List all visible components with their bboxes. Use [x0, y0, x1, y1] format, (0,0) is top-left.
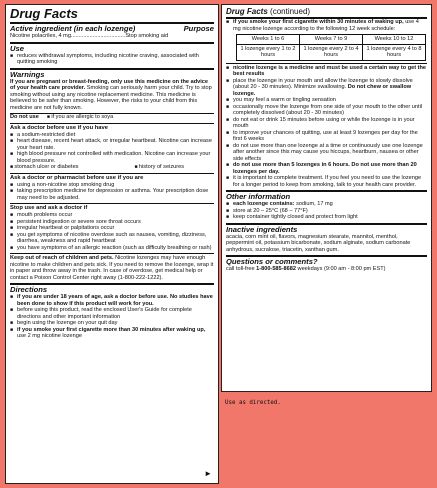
list-item: ■ each lozenge contains: sodium, 17 mg [226, 201, 427, 208]
ask-doctor-list [10, 132, 214, 165]
continued-title: Drug Facts (continued) [226, 7, 311, 16]
list-item: ■ keep container tightly closed and protect from light [226, 214, 427, 221]
list-item: ■ store at 20 – 25°C (68 – 77°F) [226, 208, 427, 215]
do-not-use-row [10, 113, 214, 121]
schedule-weeks: Weeks 7 to 9 [300, 35, 363, 45]
use-as-directed-note: Use as directed. [225, 400, 281, 406]
stop-use-list [10, 212, 214, 251]
do-not-use-label: Do not use [10, 114, 39, 120]
list-item: ■ occasionally move the lozenge from one side of your mouth to the other until completely dissolved (about 20 - 30 minutes) [226, 104, 427, 117]
list-item: ■ history of seizures [135, 164, 185, 171]
list-item: ■ you have symptoms of an allergic reaction (such as difficulty breathing or rash) [10, 245, 214, 252]
list-item: ■ mouth problems occur [10, 212, 214, 219]
list-item: ■ you get symptoms of nicotine overdose such as nausea, vomiting, dizziness, diarrhea, weakness and rapid heartbeat [10, 232, 214, 245]
schedule-dose: 1 lozenge every 4 to 8 hours [363, 44, 426, 60]
list-item: ■ do not use more than 5 lozenges in 6 hours. Do not use more than 20 lozenges per day. [226, 162, 427, 175]
schedule-dose: 1 lozenge every 2 to 4 hours [300, 44, 363, 60]
pregnancy-warning [10, 79, 214, 112]
list-item: ■ irregular heartbeat or palpitations occur [10, 225, 214, 232]
drug-facts-left-panel [5, 4, 219, 484]
list-item: ■ taking prescription medicine for depression or asthma. Your prescription dose may need to be adjusted. [10, 188, 214, 201]
use-list [10, 53, 214, 66]
dosing-schedule-table [236, 34, 426, 61]
schedule-dose: 1 lozenge every 1 to 2 hours [237, 44, 300, 60]
stop-use-heading: Stop use and ask a doctor if [10, 203, 214, 212]
list-item: ■ heart disease, recent heart attack, or irregular heartbeat. Nicotine can increase your heart rate. [10, 138, 214, 151]
keep-out-bold: Keep out of reach of children and pets. [10, 255, 114, 261]
directions-heading: Directions [10, 283, 214, 294]
questions-heading: Questions or comments? [226, 255, 427, 266]
list-item: ■ it is important to complete treatment. If you feel you need to use the lozenge for a longer period to keep from smoking, talk to your health care provider. [226, 175, 427, 188]
list-item: ■ place the lozenge in your mouth and allow the lozenge to slowly dissolve (about 20 - 30 minutes). Minimize swallowing. Do not chew or swallow lozenge. [226, 78, 427, 98]
directions-list [10, 294, 214, 340]
continue-arrow-icon: ► [204, 468, 212, 478]
list-item: ■ to improve your chances of quitting, use at least 9 lozenges per day for the first 6 weeks [226, 130, 427, 143]
list-item: ■ if you are under 18 years of age, ask a doctor before use. No studies have been done to show if this product will work for you. [10, 294, 214, 307]
other-information-list [226, 201, 427, 221]
use-heading: Use [10, 42, 214, 53]
ask-doctor-heading: Ask a doctor before use if you have [10, 123, 214, 132]
pregnancy-warning-text: Smoking can seriously harm your child. Try to stop smoking without using any nicotine replacement medicine. This medicine is believed to be safer than smoking. However, the risks to your child from this medicine are not fully known. [10, 85, 212, 111]
pregnancy-warning-bold: If you are pregnant or breast-feeding, only use this medicine on the advice of your health care provider. [10, 78, 208, 91]
purpose-heading: Purpose [183, 24, 214, 33]
list-item: ■ a sodium-restricted diet [10, 132, 214, 139]
list-item: ■ if you smoke your first cigarette within 30 minutes of waking up, use 4 mg nicotine lozenge according to the following 12 week schedule: [226, 19, 427, 32]
list-item: ■ do not use more than one lozenge at a time or continuously use one lozenge after another since this may cause you hiccups, heartburn, nausea or other side effects [226, 143, 427, 163]
ask-pharmacist-heading: Ask a doctor or pharmacist before use if you are [10, 173, 214, 182]
inactive-ingredients-heading: Inactive ingredients [226, 223, 427, 234]
drug-facts-title: Drug Facts [10, 6, 78, 21]
ask-doctor-pair-row [10, 164, 214, 171]
table-row [237, 44, 426, 60]
active-ingredient-line: Nicotine polacrilex, 4 mg...................................Stop smoking aid [10, 33, 169, 39]
list-item: ■ begin using the lozenge on your quit day [10, 320, 214, 327]
other-information-heading: Other information [226, 190, 427, 201]
keep-out-warning [10, 253, 214, 281]
ask-pharmacist-list [10, 182, 214, 202]
right-directions-list [226, 63, 427, 189]
questions-line: call toll-free 1-800-585-8682 weekdays (9:00 am - 8:00 pm EST) [226, 266, 386, 272]
continued-label: (continued) [270, 7, 311, 16]
right-directions-first [226, 19, 427, 32]
list-item: ■ nicotine lozenge is a medicine and must be used a certain way to get the best results [226, 65, 427, 78]
warnings-heading: Warnings [10, 68, 214, 79]
list-item: ■ do not eat or drink 15 minutes before using or while the lozenge is in your mouth [226, 117, 427, 130]
inactive-ingredients-text: acacia, corn mint oil, flavors, magnesium stearate, mannitol, menthol, peppermint oil, potassium bicarbonate, sodium alginate, sodium carbonate anhydrous, sucralose, triacetin, xanthan gum. [226, 233, 411, 253]
phone-number: 1-800-585-8682 [256, 266, 296, 272]
table-row [237, 35, 426, 45]
keep-out-text: Nicotine lozenges may have enough nicotine to make children and pets sick. If you need to remove the lozenge, wrap it in paper and throw away in the trash. In case of overdose, get medical help or contact a Poison Control Center right away (1-800-222-1222). [10, 255, 214, 281]
list-item: ■ high blood pressure not controlled with medication. Nicotine can increase your blood pressure. [10, 151, 214, 164]
list-item: ■ before using this product, read the enclosed User's Guide for complete directions and other important information [10, 307, 214, 320]
active-ingredient-heading: Active ingredient (in each lozenge) [10, 24, 136, 33]
schedule-weeks: Weeks 1 to 6 [237, 35, 300, 45]
list-item: ■ stomach ulcer or diabetes [10, 164, 78, 171]
do-not-use-item: ■ if you are allergic to soya [47, 114, 113, 121]
list-item: ■ using a non-nicotine stop smoking drug [10, 182, 214, 189]
list-item: ■ persistent indigestion or severe sore throat occurs [10, 219, 214, 226]
active-ingredient-header [10, 22, 214, 33]
schedule-weeks: Weeks 10 to 12 [363, 35, 426, 45]
list-item: ■ reduces withdrawal symptoms, including nicotine craving, associated with quitting smoking [10, 53, 214, 66]
list-item: ■ if you smoke your first cigarette more than 30 minutes after waking up, use 2 mg nicotine lozenge [10, 327, 214, 340]
list-item: ■ you may feel a warm or tingling sensation [226, 97, 427, 104]
drug-facts-right-panel [221, 4, 432, 392]
